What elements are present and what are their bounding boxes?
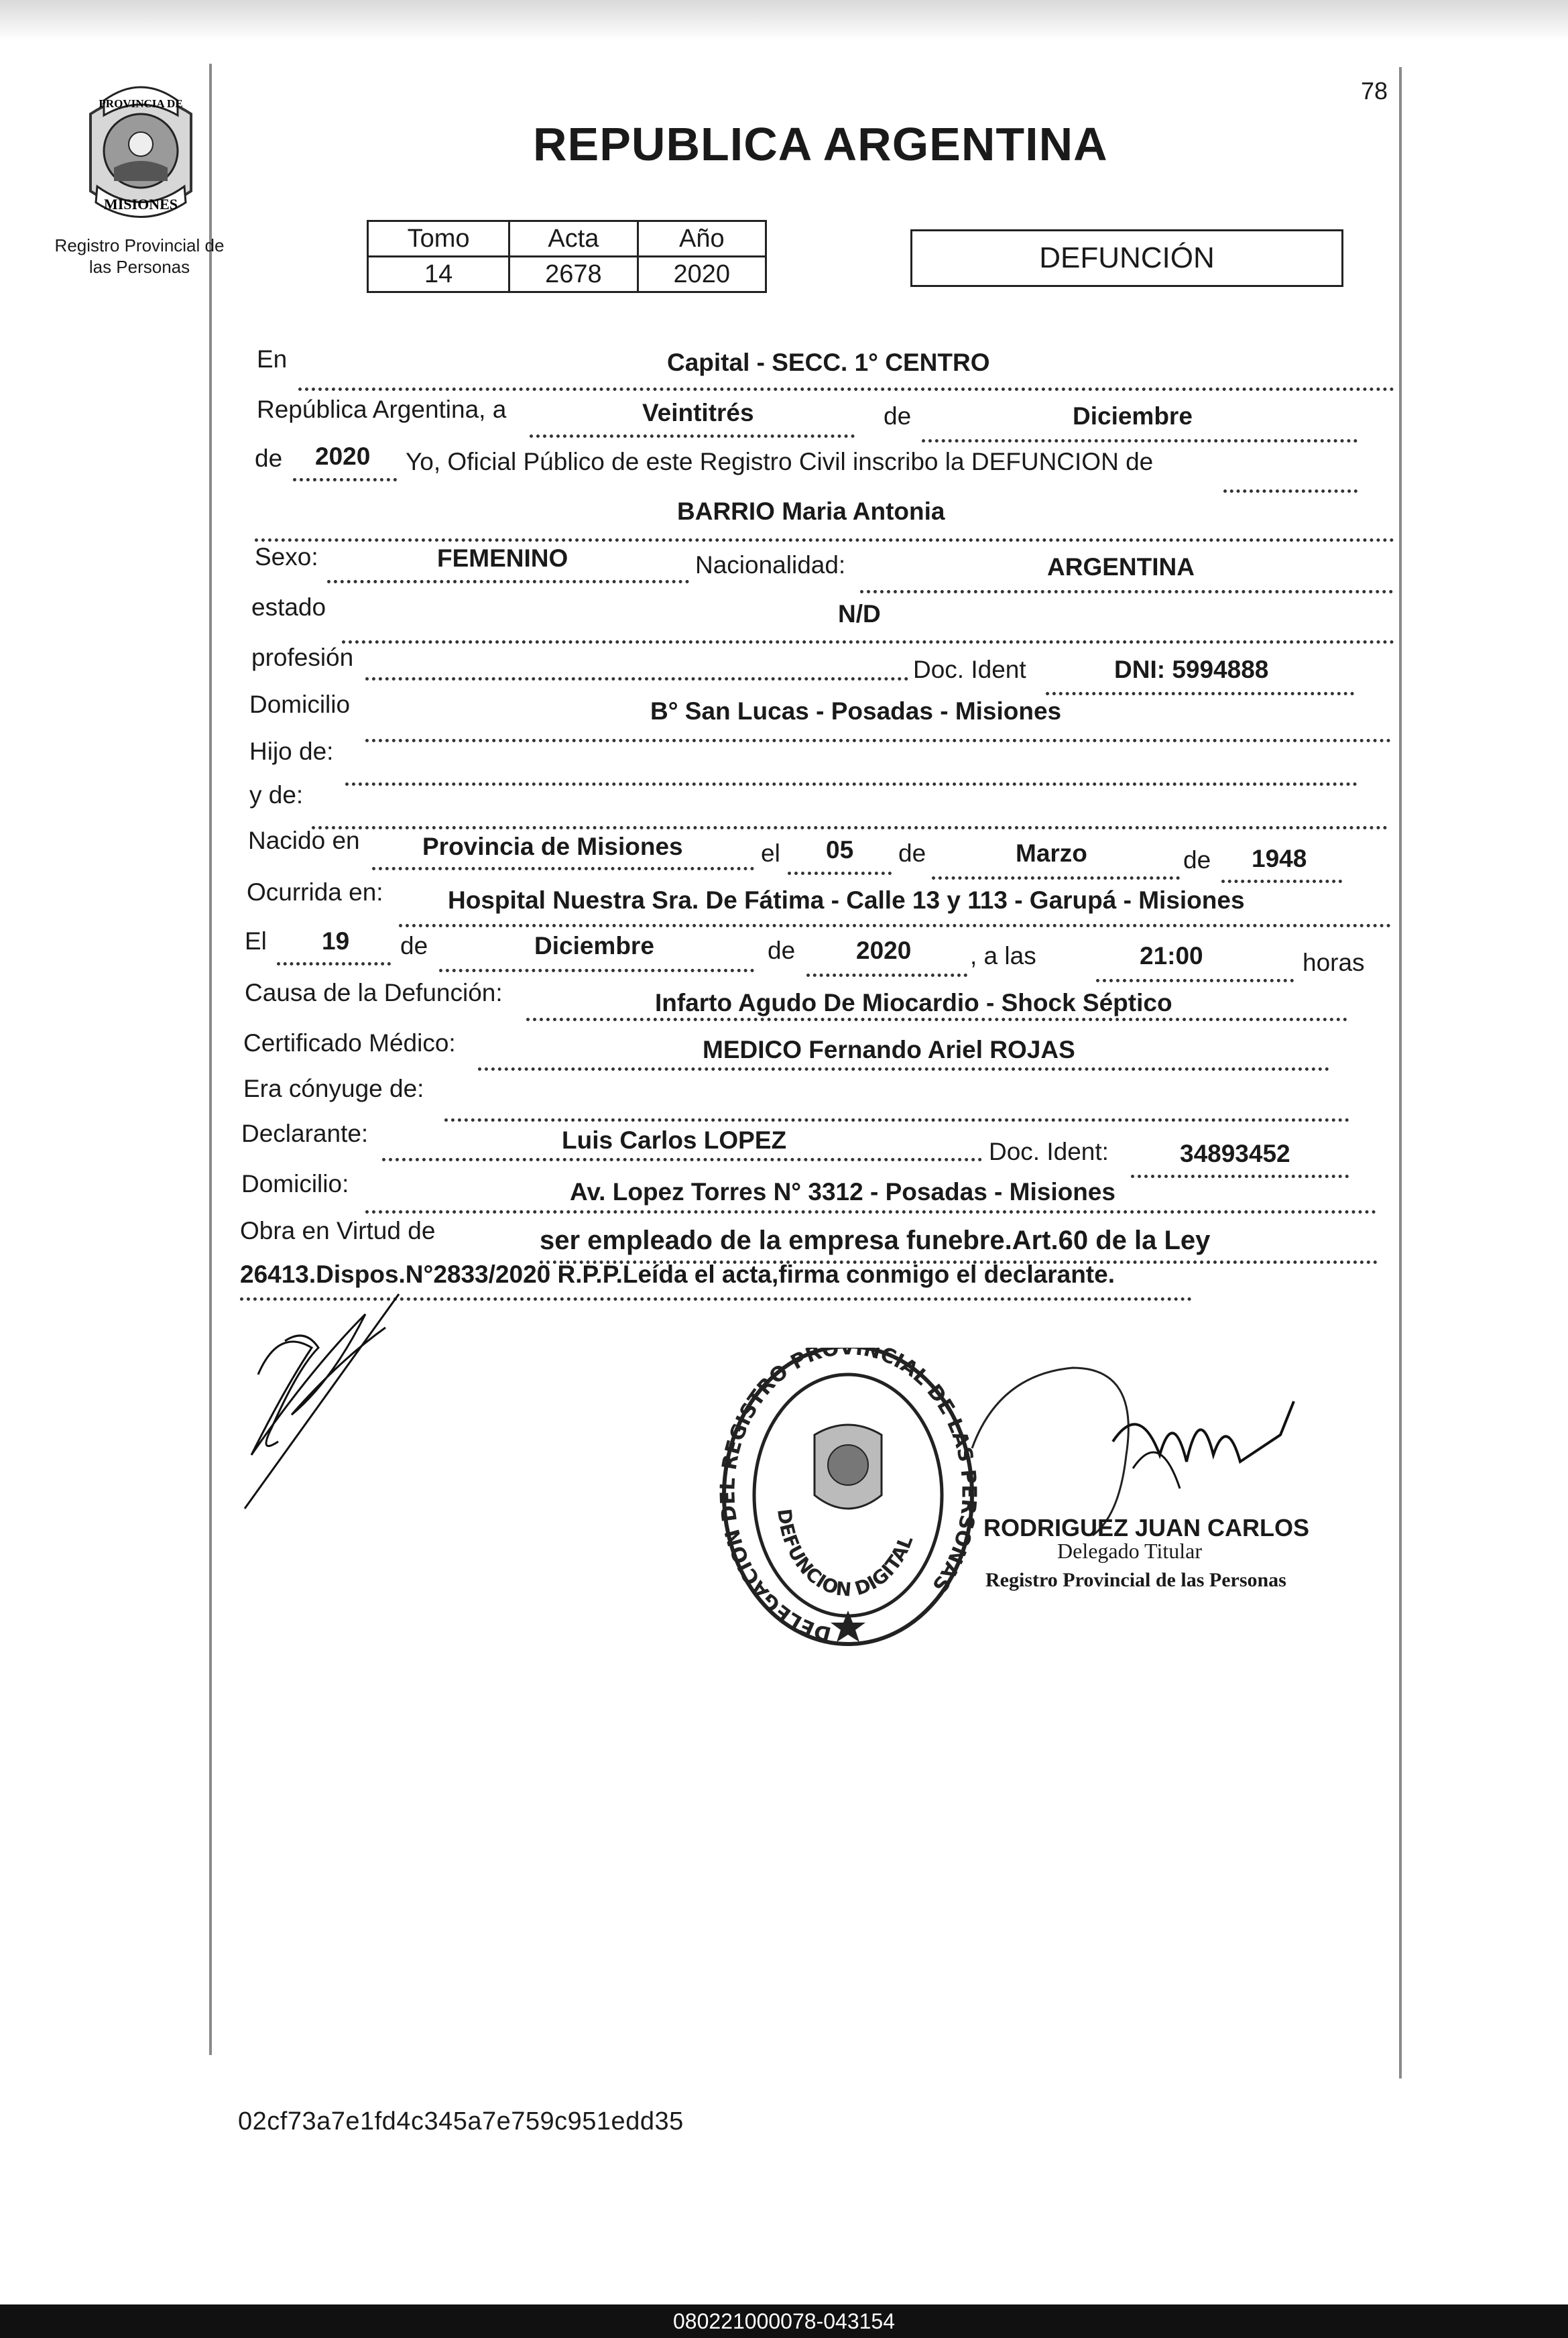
- month-line: [922, 439, 1358, 443]
- certificado-value: MEDICO Fernando Ariel ROJAS: [703, 1036, 1075, 1063]
- birth-de1-label: de: [898, 839, 926, 867]
- domicilio2-value: Av. Lopez Torres N° 3312 - Posadas - Misiones: [570, 1178, 1115, 1206]
- alas-label: , a las: [970, 942, 1036, 970]
- hijo-line: [345, 782, 1358, 786]
- acta-value: 2678: [509, 257, 638, 292]
- svg-text:DELEGACION DEL REGISTRO PROVIN: DELEGACION DEL REGISTRO PROVINCIAL DE LAS PERSONAS: [717, 1348, 979, 1646]
- causa-value: Infarto Agudo De Miocardio - Shock Séptico: [655, 989, 1172, 1016]
- death-year: 2020: [856, 937, 912, 964]
- doc2-value: 34893452: [1180, 1140, 1290, 1167]
- death-month-line: [439, 969, 754, 972]
- deceased-name: BARRIO Maria Antonia: [677, 498, 945, 525]
- el2-label: El: [245, 927, 267, 955]
- svg-text:PROVINCIA DE: PROVINCIA DE: [99, 97, 183, 110]
- domicilio2-label: Domicilio:: [241, 1170, 349, 1197]
- birth-year: 1948: [1252, 845, 1307, 872]
- declarante-line: [382, 1158, 982, 1161]
- estado-value: N/D: [838, 600, 881, 628]
- acta-header: Acta: [509, 221, 638, 257]
- nacido-label: Nacido en: [248, 827, 360, 854]
- death-day: 19: [322, 927, 350, 955]
- svg-text:DEFUNCION DIGITAL: DEFUNCION DIGITAL: [773, 1507, 918, 1601]
- doc-label: Doc. Ident: [913, 656, 1026, 683]
- death-de2-label: de: [768, 937, 796, 964]
- sexo-value: FEMENINO: [437, 544, 568, 572]
- provincial-emblem: [70, 74, 211, 221]
- nacionalidad-value: ARGENTINA: [1047, 553, 1195, 581]
- obra-label: Obra en Virtud de: [240, 1217, 436, 1244]
- death-time: 21:00: [1140, 942, 1203, 970]
- footer-code: 080221000078-043154: [673, 2308, 895, 2333]
- year-line: [293, 478, 397, 481]
- domicilio-value: B° San Lucas - Posadas - Misiones: [650, 697, 1062, 725]
- name-line: [255, 538, 1394, 542]
- en-line: [298, 388, 1394, 391]
- declarante-value: Luis Carlos LOPEZ: [562, 1126, 787, 1154]
- ocurrida-line: [399, 924, 1391, 927]
- yde-label: y de:: [249, 781, 304, 809]
- de-label: de: [884, 402, 912, 430]
- oficial-text: Yo, Oficial Público de este Registro Civil inscribo la DEFUNCION de: [406, 448, 1154, 475]
- death-day-line: [277, 962, 391, 966]
- death-time-line: [1096, 979, 1294, 982]
- certificado-label: Certificado Médico:: [243, 1029, 456, 1057]
- delegate-name: RODRIGUEZ JUAN CARLOS: [983, 1514, 1310, 1541]
- birth-year-line: [1221, 880, 1342, 883]
- registry-caption-line1: Registro Provincial de: [54, 235, 225, 255]
- registry-caption: [39, 235, 240, 278]
- anio-header: Año: [638, 221, 766, 257]
- nacido-value: Provincia de Misiones: [422, 833, 683, 860]
- nacido-line: [372, 867, 754, 870]
- conyuge-line: [444, 1118, 1349, 1122]
- horas-label: horas: [1303, 949, 1365, 976]
- doc2-label: Doc. Ident:: [989, 1138, 1109, 1165]
- footer-bar: [0, 2304, 1568, 2338]
- day-value: Veintitrés: [642, 399, 754, 426]
- hijo-label: Hijo de:: [249, 738, 334, 765]
- doc-line: [1046, 692, 1354, 695]
- birth-day: 05: [826, 836, 854, 864]
- reference-table: [367, 220, 767, 293]
- birth-month: Marzo: [1016, 839, 1087, 867]
- birth-day-line: [788, 872, 892, 875]
- scan-edge-shade: [0, 0, 1568, 40]
- page-number: 78: [1361, 77, 1388, 105]
- profesion-label: profesión: [251, 644, 354, 671]
- nacionalidad-label: Nacionalidad:: [695, 551, 846, 579]
- el-label: el: [761, 839, 780, 867]
- declarante-label: Declarante:: [241, 1120, 369, 1147]
- day-line: [530, 434, 855, 438]
- doc2-line: [1131, 1175, 1349, 1178]
- oficial-line: [1223, 489, 1358, 493]
- delegate-organization: Registro Provincial de las Personas: [985, 1569, 1286, 1591]
- birth-month-line: [932, 876, 1180, 880]
- left-margin-line: [209, 64, 212, 2055]
- registry-caption-line2: las Personas: [88, 257, 190, 277]
- death-de1-label: de: [400, 932, 428, 959]
- certificado-line: [478, 1067, 1329, 1071]
- yde-line: [312, 826, 1388, 829]
- right-margin-line: [1399, 67, 1402, 2079]
- record-type-box: DEFUNCIÓN: [910, 229, 1343, 287]
- death-month: Diciembre: [534, 932, 654, 959]
- causa-label: Causa de la Defunción:: [245, 979, 503, 1006]
- month-value: Diciembre: [1073, 402, 1193, 430]
- year-prefix: de: [255, 445, 283, 472]
- obra-value-line2: 26413.Dispos.N°2833/2020 R.P.P.Leída el acta,firma conmigo el declarante.: [240, 1261, 1115, 1288]
- svg-text:MISIONES: MISIONES: [103, 196, 178, 213]
- birth-de2-label: de: [1183, 846, 1211, 874]
- sexo-label: Sexo:: [255, 543, 318, 571]
- doc-value: DNI: 5994888: [1114, 656, 1269, 683]
- domicilio-label: Domicilio: [249, 691, 351, 718]
- document-hash: 02cf73a7e1fd4c345a7e759c951edd35: [238, 2107, 684, 2136]
- anio-value: 2020: [638, 257, 766, 292]
- declarant-signature: [231, 1287, 412, 1515]
- conyuge-label: Era cónyuge de:: [243, 1075, 424, 1102]
- republica-label: República Argentina, a: [257, 396, 507, 423]
- sexo-line: [327, 580, 689, 583]
- year-value: 2020: [315, 443, 371, 470]
- ocurrida-label: Ocurrida en:: [247, 878, 383, 906]
- official-seal: [717, 1348, 979, 1656]
- profesion-line: [365, 677, 908, 681]
- tomo-value: 14: [368, 257, 509, 292]
- delegate-role: Delegado Titular: [1057, 1539, 1202, 1563]
- ocurrida-value: Hospital Nuestra Sra. De Fátima - Calle 13 y 113 - Garupá - Misiones: [448, 886, 1245, 914]
- en-value: Capital - SECC. 1° CENTRO: [667, 349, 990, 376]
- tomo-header: Tomo: [368, 221, 509, 257]
- causa-line: [526, 1018, 1347, 1021]
- nacionalidad-line: [860, 590, 1393, 593]
- page-title: REPUBLICA ARGENTINA: [533, 118, 1108, 170]
- death-year-line: [806, 974, 967, 977]
- obra-value-line1: ser empleado de la empresa funebre.Art.60 de la Ley: [540, 1226, 1211, 1255]
- domicilio2-line: [365, 1210, 1376, 1214]
- estado-label: estado: [251, 593, 326, 621]
- en-label: En: [257, 345, 288, 373]
- domicilio-line: [365, 739, 1391, 742]
- estado-line: [342, 640, 1394, 644]
